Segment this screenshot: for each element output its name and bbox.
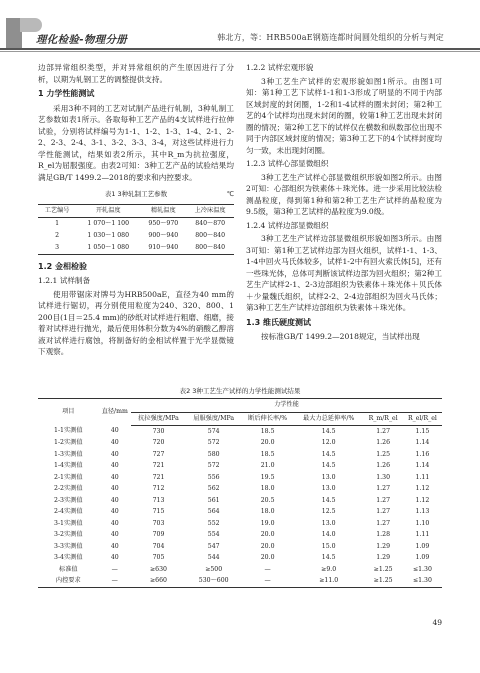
- table2-cell: 544: [207, 554, 220, 561]
- table1-header: 开轧温度: [76, 204, 140, 217]
- table2-cell: 572: [207, 439, 220, 446]
- table2-cell: —: [264, 565, 271, 573]
- table2-cell: —: [111, 565, 118, 573]
- table2-row: [38, 518, 442, 530]
- table2-cell: 1.26: [376, 462, 391, 469]
- table2-cell: 3-4实测值: [54, 554, 83, 561]
- table1-header: 精轧温度: [140, 204, 186, 217]
- table2-cell: 2-4实测值: [54, 508, 83, 515]
- table2-cell: 1.27: [376, 485, 391, 492]
- table2-cell: 1.14: [415, 439, 430, 446]
- table2-cell: 554: [207, 531, 220, 538]
- section-1-3-paragraph: 按标准GB/T 1499.2—2018规定，当试样出现: [261, 332, 420, 341]
- table2-cell: 1-1实测值: [54, 427, 83, 435]
- table2-cell: 14.5: [321, 496, 336, 504]
- table2-subheader: R_el/R_el: [403, 412, 442, 426]
- header-rule: [0, 48, 480, 50]
- table2-cell: 20.0: [260, 554, 275, 561]
- table2-cell: 561: [207, 496, 220, 504]
- table2-subheader: 抗拉强度/MPa: [131, 412, 186, 426]
- table2-subheader: 断后伸长率/%: [241, 412, 294, 426]
- table2-cell: 556: [207, 473, 220, 481]
- section-1-2-1-paragraph: 使用带锯床对牌号为HRB500aE，直径为40 mm的试样进行锯切，再分别使用粒度为240、320、800、1 200目(1目＝25.4 mm)的砂纸对试样进行粗磨、细磨，接着对试样进行抛光，最后使用体积分数为4%的硝酸乙醇溶液对试样进行腐蚀，将制备好的金相试样置于光学显微镜下观察。: [38, 289, 234, 356]
- section-1-2-3-paragraph: 3种工艺生产试样心部显微组织形貌如图2所示。由图2可知：心部组织为铁素体＋珠光体。进一步采用比较法检测晶粒度，得到第1种和第2种工艺生产试样的晶粒度为9.5级，第3种工艺试样的晶粒度为9.0级。: [246, 172, 442, 216]
- table2-cell: 1.10: [415, 519, 430, 527]
- table2-cell: 715: [152, 508, 165, 515]
- table2-cell: 40: [110, 450, 119, 458]
- table1: [38, 204, 234, 255]
- table2-cell: 552: [207, 519, 220, 527]
- table2-cell: ≥1.25: [363, 576, 402, 588]
- table2-cell: 2-3实测值: [54, 496, 83, 504]
- table2-cell: 18.0: [260, 508, 275, 515]
- table1-caption-text: 表1 3种轧制工艺参数: [104, 190, 168, 198]
- section-1-2-2-title: 1.2.2 试样宏观形貌: [246, 63, 314, 72]
- table2-cell: ≥630: [150, 565, 167, 573]
- table2-cell: 19.5: [260, 473, 275, 481]
- table2-cell: 1-2实测值: [54, 439, 83, 446]
- table2-cell: 内控要求: [38, 576, 99, 588]
- table2-row: [38, 507, 442, 519]
- table2-row: [38, 472, 442, 484]
- table2-cell: 18.5: [260, 450, 275, 458]
- table2-cell: ≥9.0: [321, 565, 337, 573]
- table1-cell: 840～870: [195, 219, 226, 227]
- section-1-paragraph: 采用3种不同的工艺对试制产品进行轧制，3种轧制工艺参数如表1所示。各取每种工艺产品的4支试样进行拉伸试验，分别将试样编号为1-1、1-2、1-3、1-4、2-1、2-2、2-3、2-4、3-1、3-2、3-3、3-4，对这些试样进行力学性能测试，结果如表2所示，其中R_m为抗拉强度，R_el为屈服强度。由表2可知：3种工艺产品的试验结果均满足GB/T 1499.2—2018的要求和内控要求。: [38, 103, 234, 182]
- table2-cell: 704: [152, 542, 165, 550]
- table2-cell: ≥11.0: [294, 576, 363, 588]
- table2-body: [38, 426, 442, 588]
- table2-cell: 727: [152, 450, 165, 458]
- table2-cell: 1.27: [376, 508, 391, 515]
- table2-cell: 713: [152, 496, 165, 504]
- table2-cell: 18.5: [260, 427, 275, 435]
- table2-caption: 表2 3种工艺生产试样的力学性能测试结果: [179, 387, 301, 395]
- header-rule-thin: [0, 51, 480, 52]
- table1-row: [38, 242, 234, 255]
- table1-cell: 1: [55, 219, 60, 227]
- table2-cell: 19.0: [260, 519, 275, 527]
- table1-cell: 1 030～1 080: [87, 231, 130, 239]
- table2-cell: 1.09: [415, 542, 430, 550]
- table2-cell: 40: [110, 496, 119, 504]
- table2-cell: 40: [110, 439, 119, 446]
- table2-cell: 13.0: [321, 485, 336, 492]
- table2-cell: 1.27: [376, 427, 391, 435]
- table2-cell: 13.0: [321, 473, 336, 481]
- table2-cell: 1.26: [376, 439, 391, 446]
- section-1-2-3-title: 1.2.3 试样心部显微组织: [246, 159, 329, 168]
- section-1-2-2-paragraph: 3种工艺生产试样的宏观形貌如图1所示。由图1可知：第1种工艺下试样1-1和1-3形成了明显的不同于内部区域封度的封闭圈，1-2和1-4试样的圈未封闭；第2种工艺的4个试样均出现未封闭的圈，较第1种工艺出现未封闭圈的情况；第2种工艺下的试样仅在横数和纵数部位出现不同于内部区域封度的情况；第3种工艺下的4个试样封度均匀一致，未出现封闭圈。: [246, 76, 442, 155]
- table2-row: [38, 438, 442, 450]
- table1-header: 上冷床温度: [186, 204, 234, 217]
- table2-cell: 1.15: [415, 427, 430, 435]
- table2-cell: 14.5: [321, 554, 336, 561]
- table2-row: [38, 449, 442, 461]
- table1-header: 工艺编号: [38, 204, 76, 217]
- table2-cell: 721: [152, 462, 165, 469]
- table2-cell: 20.0: [260, 542, 275, 550]
- table2-subheader: 屈服强度/MPa: [186, 412, 241, 426]
- table2-cell: 2-1实测值: [54, 473, 83, 481]
- table2-cell: 1.16: [415, 450, 430, 458]
- table2-cell: —: [99, 576, 131, 588]
- table2-cell: 14.0: [321, 531, 336, 538]
- table2-cell: 1.09: [415, 554, 430, 561]
- right-column: [246, 62, 442, 343]
- page-number: 49: [432, 618, 442, 627]
- table2-cell: 40: [110, 531, 119, 538]
- journal-brand: 理化检验-物理分册: [36, 34, 128, 46]
- table2-cell: ≤1.30: [403, 576, 442, 588]
- table2-row: [38, 484, 442, 496]
- table1-cell: 800～840: [186, 242, 234, 255]
- table2-cell: 1.12: [415, 485, 430, 492]
- table2-cell: 574: [207, 427, 220, 435]
- table2-cell: 21.0: [260, 462, 275, 469]
- table2-cell: 13.0: [321, 519, 336, 527]
- table2-cell: 572: [207, 462, 220, 469]
- table2-cell: 18.0: [260, 485, 275, 492]
- table1-cell: 950～970: [148, 219, 179, 227]
- table2-cell: 1.29: [376, 542, 391, 550]
- table2-row: [38, 426, 442, 438]
- table2-subheader: R_m/R_el: [363, 412, 402, 426]
- section-1-3-title: 1.3 维氏硬度测试: [246, 317, 311, 327]
- table1-cell: 1 070～1 100: [87, 219, 130, 227]
- table2-cell: 40: [110, 427, 119, 435]
- table2-row: [38, 576, 442, 588]
- table2-cell: ≥1.25: [373, 565, 393, 573]
- table2-cell: 20.5: [260, 496, 275, 504]
- table2-cell: 1.25: [376, 450, 391, 458]
- table2-cell: 40: [110, 473, 119, 481]
- table2: [38, 398, 442, 588]
- table2-row: [38, 530, 442, 542]
- table2-cell: 1.13: [415, 508, 430, 515]
- table2-cell: 14.5: [321, 427, 336, 435]
- page-header: [0, 28, 480, 54]
- table2-cell: 1.28: [376, 531, 391, 538]
- table2-cell: 1-3实测值: [54, 450, 83, 458]
- table2-cell: 2-2实测值: [54, 485, 83, 492]
- section-1-2-4-paragraph: 3种工艺生产试样边部显微组织形貌如图3所示。由图3可知：第1种工艺试样边部为回火组织，试样1-1、1-3、1-4中回火马氏体较多，试样1-2中有回火索氏体[5]，还有一些珠光体，总体可判断该试样边部为回火组织；第2种工艺生产试样2-1、2-3边部组织为铁素体＋珠光体＋贝氏体＋少量魏氏组织，试样2-2、2-4边部组织为回火马氏体；第3种工艺生产试样边部组织为铁素体＋珠光体。: [246, 234, 442, 312]
- table2-cell: 712: [152, 485, 165, 492]
- table2-cell: 3-3实测值: [54, 542, 83, 550]
- table2-row: [38, 564, 442, 576]
- table2-cell: 1-4实测值: [54, 462, 83, 469]
- table1-unit: ℃: [226, 190, 234, 198]
- table2-row: [38, 461, 442, 473]
- table2-cell: 40: [110, 519, 119, 527]
- left-column: [38, 62, 234, 358]
- table2-cell: 720: [152, 439, 165, 446]
- table2-cell: 40: [110, 542, 119, 550]
- table2-cell: 12.5: [321, 508, 336, 515]
- section-1-title: 1 力学性能测试: [38, 89, 95, 98]
- table1-cell: 910～940: [140, 242, 186, 255]
- table2-cell: 20.0: [260, 439, 275, 446]
- table2-cell: 1.29: [376, 554, 391, 561]
- table2-cell: 1.30: [376, 473, 391, 481]
- running-title: 韩北方，等：HRB500aE钢筋连都时间圆处组织的分析与判定: [217, 33, 444, 42]
- table2-header-diameter: 直径/mm: [99, 399, 131, 426]
- table2-cell: 20.0: [260, 531, 275, 538]
- section-1-2-title: 1.2 金相检验: [38, 261, 87, 271]
- table2-cell: 547: [207, 542, 220, 550]
- intro-paragraph: 边部异常组织类型，并对异常组织的产生原因进行了分析，以期为轧钢工艺的调整提供支持。: [38, 63, 234, 84]
- table2-cell: 1.14: [415, 462, 430, 469]
- table2-cell: 3-1实测值: [54, 519, 83, 527]
- table1-row: [38, 217, 234, 230]
- table2-row: [38, 541, 442, 553]
- table2-header-group: 力学性能: [131, 399, 442, 413]
- table1-cell: 2: [55, 231, 60, 239]
- table2-cell: 705: [152, 554, 165, 561]
- table2-cell: 703: [152, 519, 165, 527]
- table2-cell: 3-2实测值: [54, 531, 83, 538]
- table2-cell: 40: [110, 485, 119, 492]
- table2-cell: 1.11: [415, 473, 430, 481]
- section-1-2-4-title: 1.2.4 试样边部显微组织: [246, 220, 329, 230]
- table2-cell: 562: [207, 485, 220, 492]
- table2-header-item: 项目: [38, 399, 99, 426]
- table1-cell: 900～940: [148, 231, 179, 239]
- table2-cell: 1.27: [376, 496, 391, 504]
- table2-cell: 1.12: [415, 496, 430, 504]
- table2-cell: 14.5: [321, 462, 336, 469]
- table2-cell: 40: [110, 508, 119, 515]
- table2-cell: —: [241, 576, 294, 588]
- table2-cell: 530～600: [186, 576, 241, 588]
- table2-cell: 709: [152, 531, 165, 538]
- table2-cell: 1.27: [376, 519, 391, 527]
- table2-subheader: 最大力总延伸率/%: [294, 412, 363, 426]
- table2-cell: 1.11: [415, 531, 430, 538]
- table1-caption: [38, 189, 234, 201]
- table2-row: [38, 495, 442, 507]
- table2-cell: 15.0: [321, 542, 336, 550]
- table1-cell: 1 050～1 080: [76, 242, 140, 255]
- table2-cell: 564: [207, 508, 220, 515]
- table2-cell: ≥500: [205, 565, 223, 573]
- table1-cell: 3: [38, 242, 76, 255]
- table2-cell: 标准值: [59, 565, 78, 573]
- table2-cell: 40: [110, 462, 119, 469]
- table2-cell: 14.5: [321, 450, 336, 458]
- table2-cell: ≥660: [131, 576, 186, 588]
- table2-cell: 580: [207, 450, 220, 458]
- table2-row: [38, 553, 442, 565]
- table2-cell: 730: [152, 427, 165, 435]
- table2-cell: ≤1.30: [412, 565, 432, 573]
- table2-cell: 12.0: [321, 439, 336, 446]
- section-1-2-1-title: 1.2.1 试样制备: [38, 276, 91, 285]
- table1-cell: 800～840: [195, 231, 226, 239]
- table2-cell: 721: [152, 473, 165, 481]
- table2-cell: 40: [110, 554, 119, 561]
- table1-row: [38, 230, 234, 242]
